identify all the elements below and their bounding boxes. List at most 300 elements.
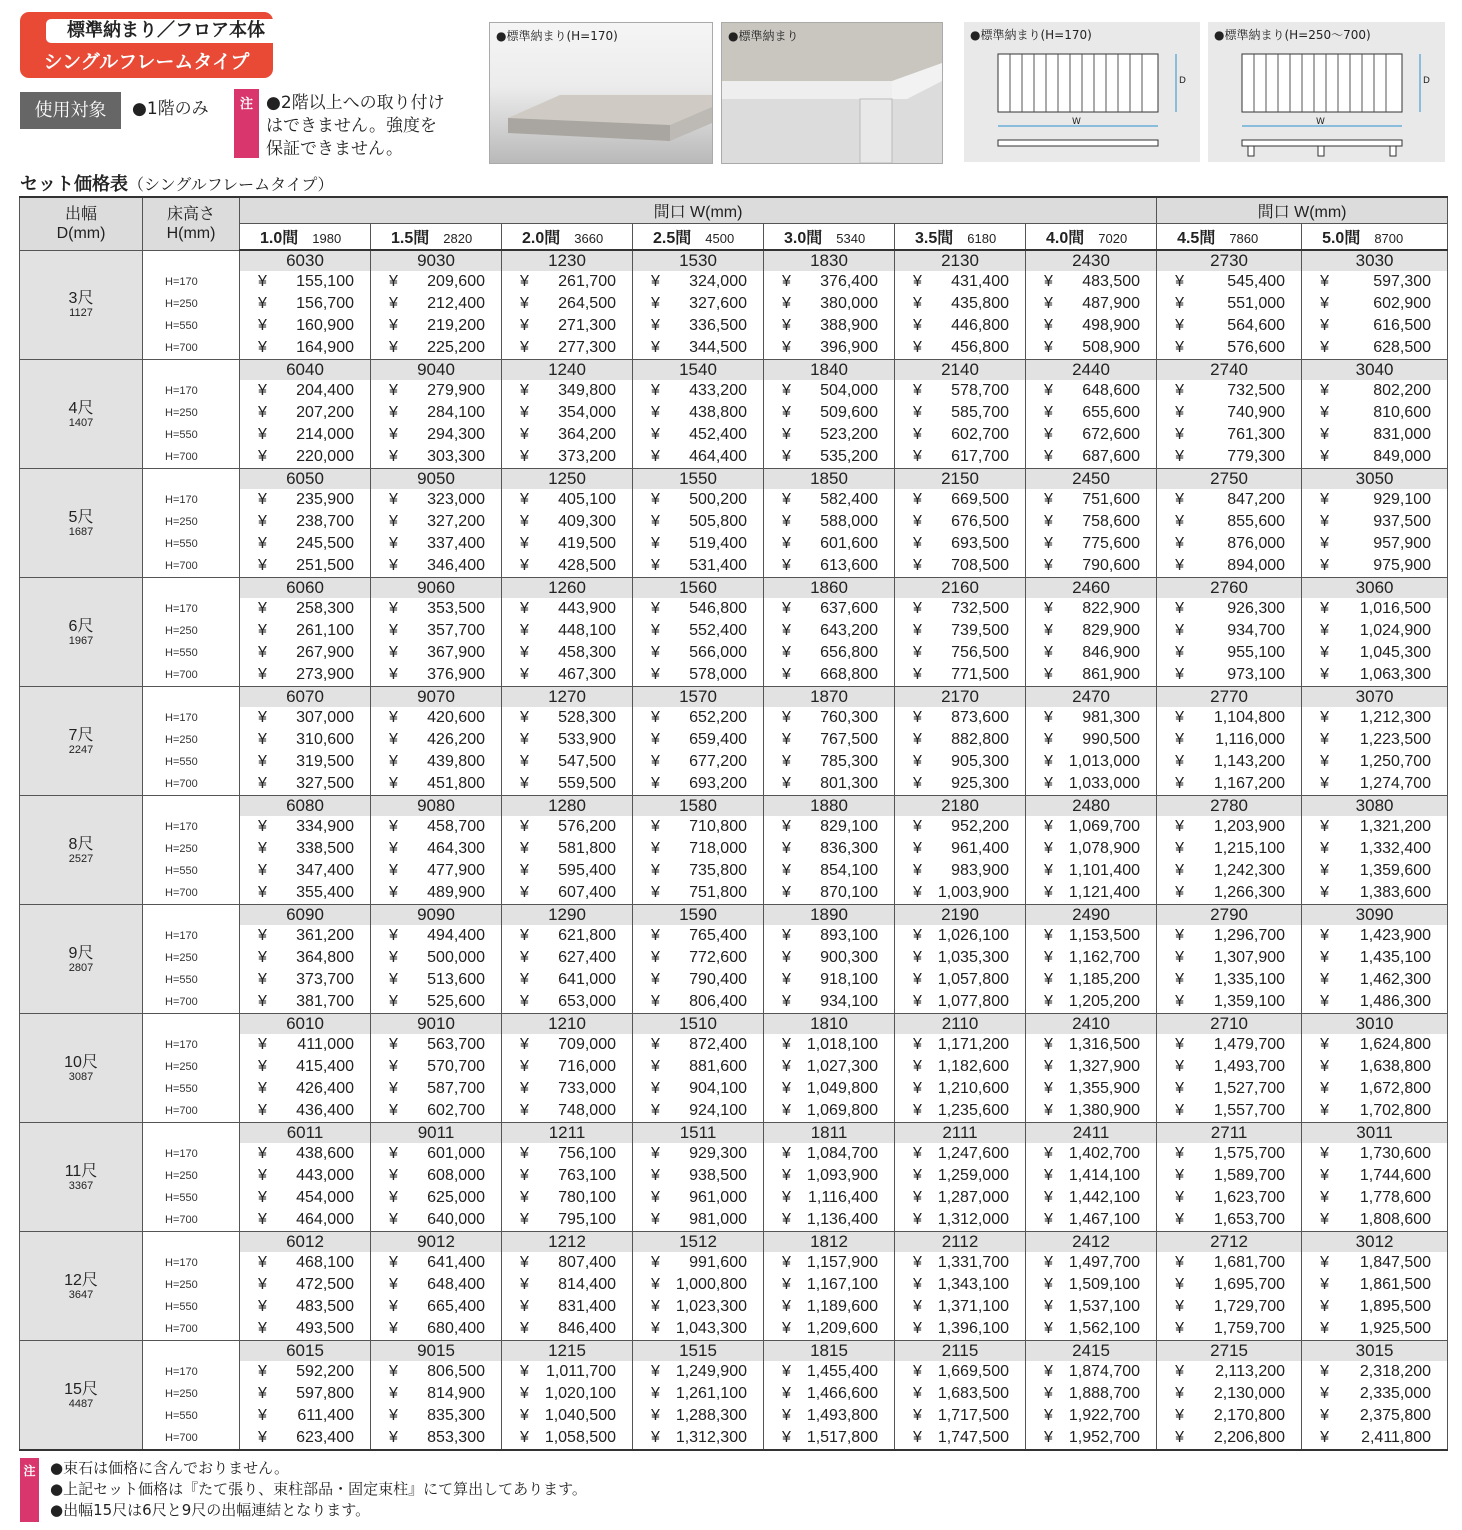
price-cell (502, 664, 633, 687)
price-amount: 587,700 (427, 1080, 485, 1097)
price-amount: 1,157,900 (806, 1254, 878, 1271)
price-amount: 952,200 (951, 818, 1009, 835)
price-cell (1157, 1187, 1302, 1209)
price-cell (1026, 1427, 1157, 1450)
price-cell (240, 947, 371, 969)
price-amount: 271,300 (558, 317, 616, 334)
span-header-group2: 間口 W(mm) (1157, 197, 1448, 224)
price-amount: 806,500 (427, 1363, 485, 1380)
price-cell (1157, 1165, 1302, 1187)
price-amount: 451,800 (427, 775, 485, 792)
price-amount: 1,623,700 (1213, 1189, 1286, 1206)
yen-sign: ¥ (651, 513, 660, 530)
price-cell (371, 402, 502, 424)
price-cell (895, 882, 1026, 905)
price-cell (1026, 1361, 1157, 1383)
price-amount: 563,700 (427, 1036, 485, 1053)
price-amount: 814,900 (427, 1385, 485, 1402)
price-cell (1302, 555, 1448, 578)
price-amount: 1,380,900 (1068, 1102, 1141, 1119)
price-cell (240, 1100, 371, 1123)
yen-sign: ¥ (1320, 1320, 1329, 1337)
price-cell (764, 1405, 895, 1427)
yen-sign: ¥ (651, 1211, 660, 1228)
price-cell (240, 707, 371, 729)
price-amount: 354,000 (558, 404, 616, 421)
yen-sign: ¥ (1175, 273, 1184, 290)
yen-sign: ¥ (1175, 1145, 1184, 1162)
height-cell: H=700 (143, 773, 240, 796)
model-code-cell: 9030 (371, 250, 502, 271)
yen-sign: ¥ (1175, 840, 1184, 857)
yen-sign: ¥ (1044, 666, 1053, 683)
price-cell (633, 1078, 764, 1100)
height-cell: H=170 (143, 1034, 240, 1056)
price-amount: 531,400 (689, 557, 747, 574)
yen-sign: ¥ (913, 949, 922, 966)
yen-sign: ¥ (520, 273, 529, 290)
depth-mm: 3367 (68, 1179, 94, 1192)
yen-sign: ¥ (520, 971, 529, 988)
yen-sign: ¥ (913, 1102, 922, 1119)
price-amount: 1,296,700 (1213, 927, 1286, 944)
price-cell (502, 1296, 633, 1318)
price-cell (502, 991, 633, 1014)
yen-sign: ¥ (258, 1189, 267, 1206)
yen-sign: ¥ (258, 1276, 267, 1293)
model-code-cell: 1215 (502, 1341, 633, 1362)
price-cell (371, 337, 502, 360)
price-amount: 500,200 (689, 491, 747, 508)
yen-sign: ¥ (520, 753, 529, 770)
height-cell: H=550 (143, 1405, 240, 1427)
price-amount: 1,078,900 (1068, 840, 1141, 857)
price-amount: 1,121,400 (1068, 884, 1141, 901)
yen-sign: ¥ (913, 1211, 922, 1228)
yen-sign: ¥ (1044, 731, 1053, 748)
yen-sign: ¥ (520, 491, 529, 508)
price-cell (371, 925, 502, 947)
price-cell (1302, 1056, 1448, 1078)
price-cell (895, 620, 1026, 642)
price-cell (1302, 1100, 1448, 1123)
price-amount: 1,744,600 (1359, 1167, 1432, 1184)
price-amount: 665,400 (427, 1298, 485, 1315)
yen-sign: ¥ (913, 862, 922, 879)
yen-sign: ¥ (520, 513, 529, 530)
price-cell (633, 511, 764, 533)
price-cell (633, 947, 764, 969)
yen-sign: ¥ (651, 927, 660, 944)
price-amount: 1,327,900 (1068, 1058, 1141, 1075)
price-cell (371, 271, 502, 293)
yen-sign: ¥ (258, 1298, 267, 1315)
yen-sign: ¥ (651, 993, 660, 1010)
yen-sign: ¥ (258, 731, 267, 748)
model-code-cell: 1511 (633, 1123, 764, 1144)
yen-sign: ¥ (1175, 339, 1184, 356)
price-amount: 846,900 (1082, 644, 1141, 661)
yen-sign: ¥ (1044, 557, 1053, 574)
price-cell (895, 489, 1026, 511)
yen-sign: ¥ (389, 1189, 398, 1206)
price-cell (1302, 1427, 1448, 1450)
price-cell (633, 555, 764, 578)
yen-sign: ¥ (1320, 1189, 1329, 1206)
yen-sign: ¥ (651, 273, 660, 290)
model-code-cell: 1811 (764, 1123, 895, 1144)
model-code-cell: 2115 (895, 1341, 1026, 1362)
height-cell: H=250 (143, 1383, 240, 1405)
price-amount: 1,925,500 (1359, 1320, 1432, 1337)
product-photo-standard (721, 22, 943, 164)
yen-sign: ¥ (651, 1363, 660, 1380)
model-code-cell: 3011 (1302, 1123, 1448, 1144)
price-amount: 772,600 (689, 949, 747, 966)
yen-sign: ¥ (782, 1429, 791, 1446)
price-amount: 669,500 (951, 491, 1009, 508)
price-cell (1026, 1296, 1157, 1318)
price-cell (240, 555, 371, 578)
yen-sign: ¥ (1175, 775, 1184, 792)
model-code-cell: 2790 (1157, 905, 1302, 926)
yen-sign: ¥ (1320, 927, 1329, 944)
yen-sign: ¥ (1320, 731, 1329, 748)
price-cell (1026, 402, 1157, 424)
price-amount: 785,300 (820, 753, 878, 770)
price-cell (1026, 860, 1157, 882)
yen-sign: ¥ (520, 709, 529, 726)
price-cell (633, 271, 764, 293)
yen-sign: ¥ (1320, 1407, 1329, 1424)
model-code-cell: 1860 (764, 578, 895, 599)
price-cell (240, 511, 371, 533)
model-code-cell: 1550 (633, 469, 764, 490)
yen-sign: ¥ (258, 1211, 267, 1228)
yen-sign: ¥ (1175, 317, 1184, 334)
price-amount: 361,200 (296, 927, 354, 944)
price-amount: 523,200 (820, 426, 878, 443)
price-cell (764, 642, 895, 664)
price-amount: 487,900 (1082, 295, 1141, 312)
price-cell (1026, 1100, 1157, 1123)
w-dimension-label: W (1316, 117, 1325, 127)
price-amount: 846,400 (558, 1320, 616, 1337)
yen-sign: ¥ (520, 1189, 529, 1206)
yen-sign: ¥ (782, 1385, 791, 1402)
price-amount: 251,500 (296, 557, 354, 574)
height-cell: H=170 (143, 489, 240, 511)
price-cell (1026, 620, 1157, 642)
price-cell (371, 816, 502, 838)
price-amount: 655,600 (1082, 404, 1141, 421)
price-cell (633, 816, 764, 838)
price-amount: 155,100 (296, 273, 354, 290)
depth-cell (20, 1341, 143, 1451)
span-column-header (1026, 224, 1157, 251)
price-amount: 2,130,000 (1213, 1385, 1286, 1402)
price-amount: 1,562,100 (1068, 1320, 1141, 1337)
price-cell (633, 729, 764, 751)
yen-sign: ¥ (389, 927, 398, 944)
model-code-cell: 2770 (1157, 687, 1302, 708)
price-cell (633, 1405, 764, 1427)
yen-sign: ¥ (913, 993, 922, 1010)
price-cell (240, 773, 371, 796)
price-amount: 648,400 (427, 1276, 485, 1293)
yen-sign: ¥ (913, 317, 922, 334)
price-cell (895, 380, 1026, 402)
price-cell (502, 838, 633, 860)
span-name: 1.5間 (391, 230, 430, 247)
price-amount: 870,100 (820, 884, 878, 901)
price-cell (502, 1187, 633, 1209)
yen-sign: ¥ (1320, 295, 1329, 312)
price-cell (502, 969, 633, 991)
deck-photo-illustration (490, 23, 712, 163)
yen-sign: ¥ (389, 949, 398, 966)
yen-sign: ¥ (782, 295, 791, 312)
yen-sign: ¥ (913, 622, 922, 639)
yen-sign: ¥ (1175, 971, 1184, 988)
span-width-mm: 4500 (705, 231, 735, 246)
price-cell (240, 402, 371, 424)
price-cell (502, 598, 633, 620)
yen-sign: ¥ (389, 622, 398, 639)
depth-cell (20, 687, 143, 796)
footnote-tag: 注 (20, 1458, 39, 1522)
price-amount: 327,600 (689, 295, 747, 312)
yen-sign: ¥ (913, 1080, 922, 1097)
yen-sign: ¥ (782, 993, 791, 1010)
price-amount: 680,400 (427, 1320, 485, 1337)
yen-sign: ¥ (782, 1036, 791, 1053)
price-amount: 990,500 (1082, 731, 1141, 748)
price-cell (1026, 337, 1157, 360)
price-amount: 938,500 (689, 1167, 747, 1184)
price-amount: 452,400 (689, 426, 747, 443)
yen-sign: ¥ (1044, 927, 1053, 944)
yen-sign: ¥ (913, 1189, 922, 1206)
price-cell (895, 707, 1026, 729)
model-code-cell: 1590 (633, 905, 764, 926)
price-amount: 525,600 (427, 993, 485, 1010)
price-cell (502, 1252, 633, 1274)
price-row (20, 838, 1448, 860)
price-cell (895, 337, 1026, 360)
photo-caption: ●標準納まり(H=170) (496, 29, 618, 43)
yen-sign: ¥ (389, 1145, 398, 1162)
price-cell (240, 271, 371, 293)
height-blank-cell (143, 796, 240, 817)
price-amount: 1,321,200 (1359, 818, 1432, 835)
model-code-cell: 9090 (371, 905, 502, 926)
price-cell (502, 707, 633, 729)
height-cell: H=170 (143, 925, 240, 947)
price-amount: 643,200 (820, 622, 878, 639)
price-amount: 1,335,100 (1213, 971, 1286, 988)
model-code-cell: 2430 (1026, 250, 1157, 271)
yen-sign: ¥ (1175, 426, 1184, 443)
price-cell (633, 1274, 764, 1296)
price-amount: 668,800 (820, 666, 878, 683)
yen-sign: ¥ (520, 1385, 529, 1402)
price-amount: 464,300 (427, 840, 485, 857)
yen-sign: ¥ (782, 775, 791, 792)
yen-sign: ¥ (1044, 295, 1053, 312)
yen-sign: ¥ (913, 1036, 922, 1053)
yen-sign: ¥ (1175, 949, 1184, 966)
yen-sign: ¥ (651, 949, 660, 966)
price-amount: 353,500 (427, 600, 485, 617)
span-column-header (895, 224, 1026, 251)
yen-sign: ¥ (913, 1145, 922, 1162)
model-code-cell: 2140 (895, 360, 1026, 381)
model-code-cell: 2150 (895, 469, 1026, 490)
price-cell (240, 969, 371, 991)
price-row (20, 598, 1448, 620)
model-code-cell: 3050 (1302, 469, 1448, 490)
model-code-cell: 2730 (1157, 250, 1302, 271)
model-code-cell: 2180 (895, 796, 1026, 817)
yen-sign: ¥ (1044, 1189, 1053, 1206)
usage-label: 使用対象 (20, 92, 121, 129)
price-amount: 1,414,100 (1068, 1167, 1141, 1184)
model-code-cell: 2112 (895, 1232, 1026, 1253)
yen-sign: ¥ (913, 731, 922, 748)
price-cell (371, 533, 502, 555)
price-cell (502, 271, 633, 293)
yen-sign: ¥ (651, 622, 660, 639)
diagram-caption: ●標準納まり(H=250～700) (1214, 28, 1371, 42)
depth-column-header: 出幅 D(mm) (20, 197, 143, 250)
footnote-item: ●束石は価格に含んでおりません。 (50, 1459, 289, 1477)
height-cell: H=700 (143, 1209, 240, 1232)
price-cell (240, 1143, 371, 1165)
yen-sign: ¥ (258, 1036, 267, 1053)
model-code-cell: 9011 (371, 1123, 502, 1144)
d-dimension-label: D (1423, 76, 1430, 86)
plan-drawing (964, 22, 1200, 162)
yen-sign: ¥ (651, 1102, 660, 1119)
yen-sign: ¥ (651, 1407, 660, 1424)
span-name: 2.0間 (522, 230, 561, 247)
price-amount: 709,000 (558, 1036, 616, 1053)
price-amount: 597,800 (296, 1385, 354, 1402)
price-amount: 981,000 (689, 1211, 747, 1228)
height-cell: H=170 (143, 271, 240, 293)
price-cell (1026, 882, 1157, 905)
yen-sign: ¥ (389, 1385, 398, 1402)
price-cell (502, 555, 633, 578)
model-code-cell: 3030 (1302, 250, 1448, 271)
price-cell (371, 882, 502, 905)
yen-sign: ¥ (1044, 273, 1053, 290)
yen-sign: ¥ (258, 382, 267, 399)
price-cell (1026, 489, 1157, 511)
price-cell (1302, 1252, 1448, 1274)
yen-sign: ¥ (389, 491, 398, 508)
price-cell (371, 555, 502, 578)
price-amount: 284,100 (427, 404, 485, 421)
price-cell (633, 991, 764, 1014)
depth-cell (20, 578, 143, 687)
model-code-cell: 1870 (764, 687, 895, 708)
price-amount: 1,027,300 (806, 1058, 878, 1075)
yen-sign: ¥ (520, 317, 529, 334)
yen-sign: ¥ (1320, 949, 1329, 966)
model-code-cell: 2712 (1157, 1232, 1302, 1253)
price-cell (502, 489, 633, 511)
price-amount: 505,800 (689, 513, 747, 530)
yen-sign: ¥ (651, 775, 660, 792)
yen-sign: ¥ (1044, 339, 1053, 356)
price-cell (240, 1427, 371, 1450)
price-amount: 1,210,600 (937, 1080, 1009, 1097)
depth-mm: 2247 (68, 743, 94, 756)
price-amount: 623,400 (296, 1429, 354, 1446)
yen-sign: ¥ (1320, 1145, 1329, 1162)
yen-sign: ¥ (1320, 513, 1329, 530)
yen-sign: ¥ (258, 927, 267, 944)
price-amount: 758,600 (1082, 513, 1141, 530)
price-amount: 1,359,600 (1359, 862, 1432, 879)
price-cell (1302, 1361, 1448, 1383)
height-cell: H=170 (143, 598, 240, 620)
price-cell (1157, 293, 1302, 315)
price-amount: 2,206,800 (1213, 1429, 1286, 1446)
yen-sign: ¥ (1175, 1385, 1184, 1402)
yen-sign: ¥ (1044, 1429, 1053, 1446)
price-cell (1157, 991, 1302, 1014)
price-cell (1157, 860, 1302, 882)
price-row (20, 991, 1448, 1014)
model-code-row (20, 796, 1448, 817)
price-cell (1302, 489, 1448, 511)
price-amount: 1,730,600 (1359, 1145, 1432, 1162)
height-cell: H=170 (143, 1252, 240, 1274)
price-amount: 1,493,700 (1213, 1058, 1286, 1075)
price-cell (502, 947, 633, 969)
price-cell (240, 1318, 371, 1341)
yen-sign: ¥ (651, 491, 660, 508)
price-amount: 1,136,400 (806, 1211, 878, 1228)
price-amount: 1,043,300 (675, 1320, 747, 1337)
yen-sign: ¥ (1320, 884, 1329, 901)
price-cell (371, 489, 502, 511)
price-cell (240, 860, 371, 882)
model-code-cell: 1830 (764, 250, 895, 271)
price-cell (240, 598, 371, 620)
price-amount: 641,400 (427, 1254, 485, 1271)
price-cell (1157, 969, 1302, 991)
price-amount: 748,000 (558, 1102, 616, 1119)
yen-sign: ¥ (651, 666, 660, 683)
yen-sign: ¥ (782, 1407, 791, 1424)
yen-sign: ¥ (1320, 622, 1329, 639)
yen-sign: ¥ (1044, 949, 1053, 966)
price-cell (240, 293, 371, 315)
price-amount: 1,045,300 (1359, 644, 1432, 661)
price-amount: 641,000 (558, 971, 616, 988)
price-amount: 585,700 (951, 404, 1009, 421)
height-blank-cell (143, 360, 240, 381)
price-cell (1026, 1056, 1157, 1078)
price-cell (1302, 1274, 1448, 1296)
price-row (20, 1078, 1448, 1100)
price-cell (764, 838, 895, 860)
price-amount: 1,171,200 (937, 1036, 1009, 1053)
